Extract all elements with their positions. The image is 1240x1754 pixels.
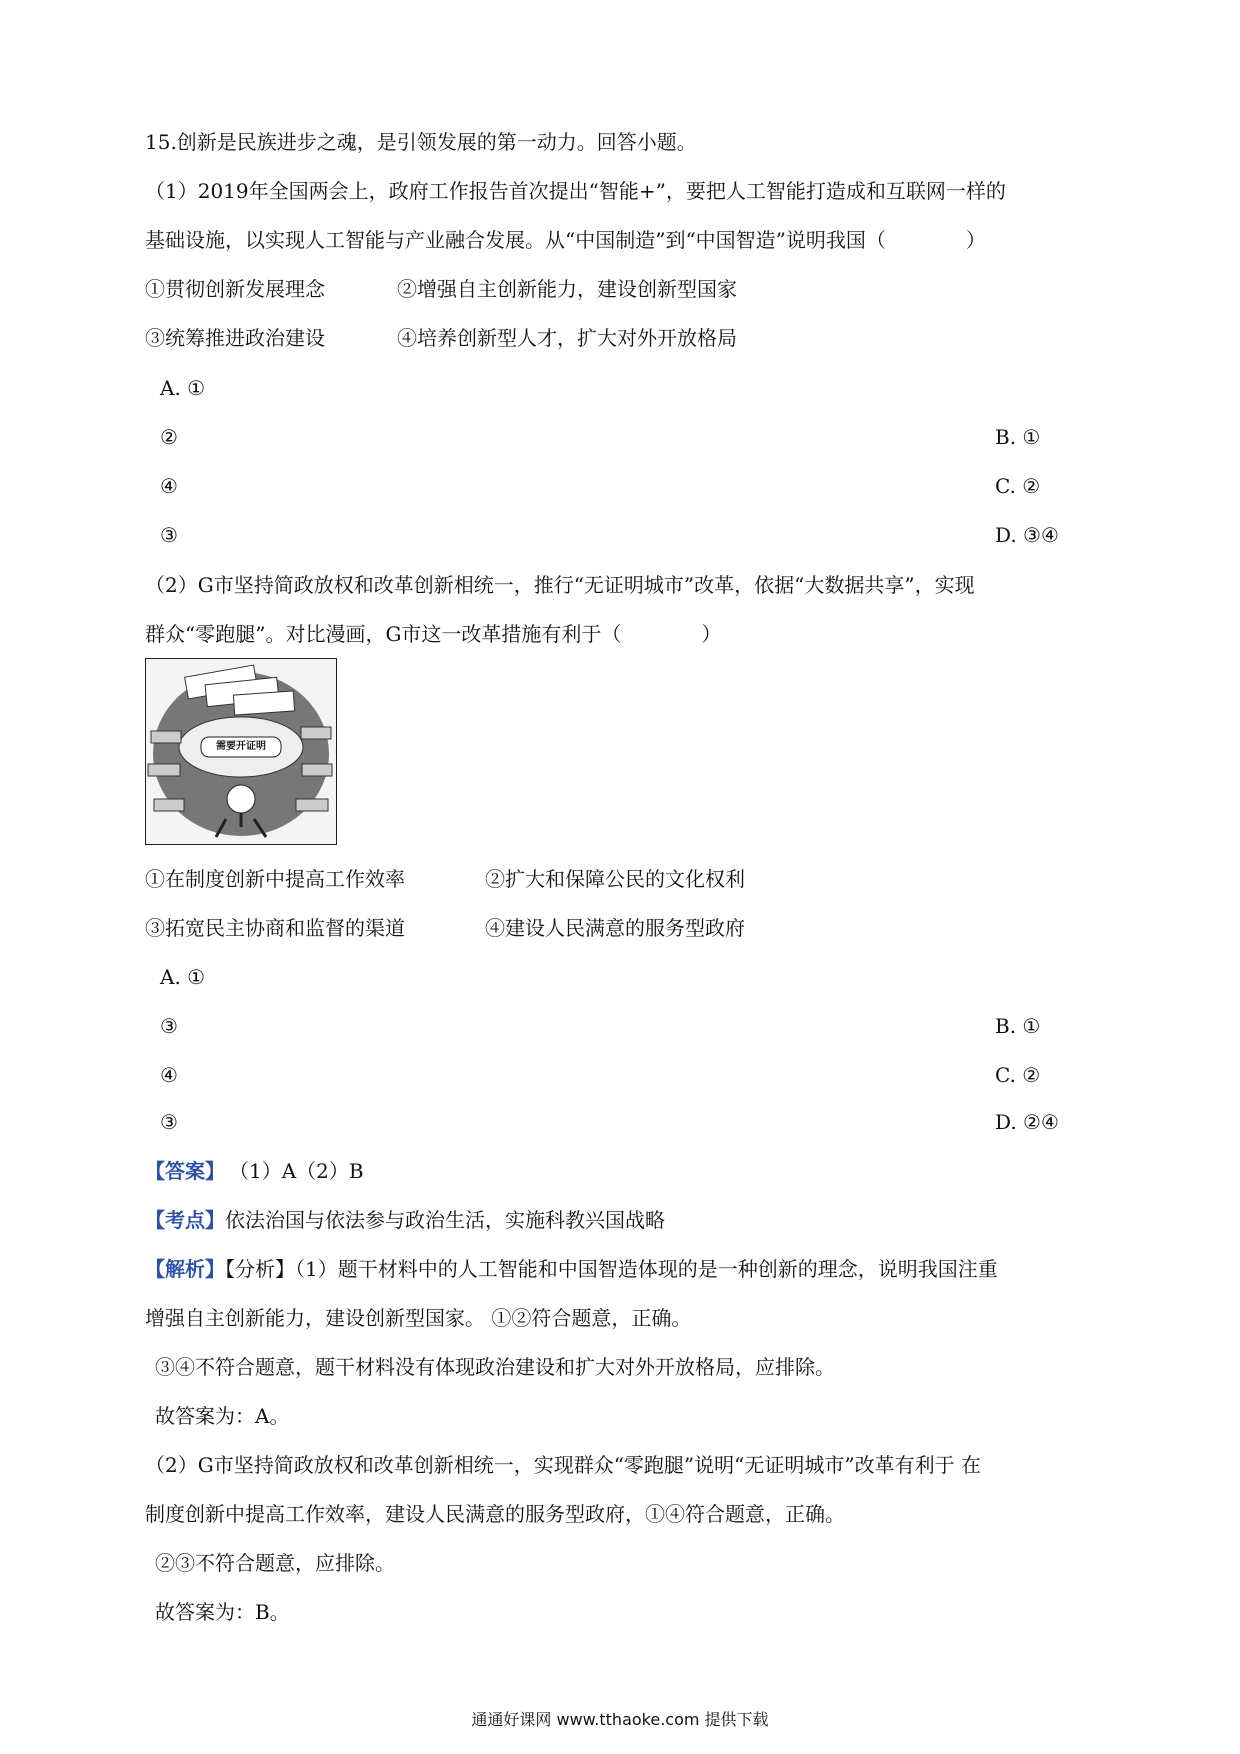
q1-choice-left: A. ① [160, 376, 206, 400]
q1-stem-line1: （1）2019年全国两会上，政府工作报告首次提出“智能+”，要把人工智能打造成和互联网一样的 [145, 179, 1006, 203]
answer-label: 【答案】 [145, 1159, 225, 1183]
q2-option-2: ②扩大和保障公民的文化权利 [485, 867, 745, 891]
q1-option-3: ③统筹推进政治建设 [145, 326, 325, 350]
question-title: 15.创新是民族进步之魂，是引领发展的第一动力。回答小题。 [145, 130, 697, 154]
q1-choice-left: ④ [160, 474, 178, 498]
q2-choice-left: ③ [160, 1110, 178, 1134]
jiexi-line4: 故答案为：A。 [155, 1404, 290, 1428]
q2-stem-line2: 群众“零跑腿”。对比漫画，G市这一改革措施有利于（ ） [145, 622, 722, 646]
q2-choice-left: ③ [160, 1014, 178, 1038]
jiexi-line5: （2）G市坚持简政放权和改革创新相统一，实现群众“零跑腿”说明“无证明城市”改革有利于 在 [145, 1453, 981, 1477]
q1-choice-right: B. ① [995, 425, 1041, 449]
q1-choice-left: ③ [160, 523, 178, 547]
q2-choice-right: C. ② [995, 1063, 1041, 1087]
q1-option-4: ④培养创新型人才，扩大对外开放格局 [397, 326, 737, 350]
answer-line [145, 1157, 364, 1185]
jiexi-line1 [145, 1255, 998, 1283]
jiexi-label: 【解析】 [145, 1257, 225, 1281]
q2-option-3: ③拓宽民主协商和监督的渠道 [145, 916, 405, 940]
q1-option-2: ②增强自主创新能力，建设创新型国家 [397, 277, 737, 301]
q1-stem-line2: 基础设施，以实现人工智能与产业融合发展。从“中国制造”到“中国智造”说明我国（ ） [145, 228, 986, 252]
page-footer: 通通好课网 www.tthaoke.com 提供下载 [471, 1710, 769, 1729]
kaodian-label: 【考点】 [145, 1208, 225, 1232]
q1-option-1: ①贯彻创新发展理念 [145, 277, 325, 301]
q2-choice-left: ④ [160, 1063, 178, 1087]
jiexi-line8: 故答案为：B。 [155, 1600, 290, 1624]
q2-choice-left: A. ① [160, 965, 206, 989]
cartoon-image [145, 658, 337, 845]
jiexi-line2: 增强自主创新能力，建设创新型国家。 ①②符合题意，正确。 [145, 1306, 692, 1330]
jiexi-line7: ②③不符合题意，应排除。 [155, 1551, 395, 1575]
jiexi-text: 【分析】（1）题干材料中的人工智能和中国智造体现的是一种创新的理念，说明我国注重 [225, 1257, 998, 1281]
jiexi-line3: ③④不符合题意，题干材料没有体现政治建设和扩大对外开放格局，应排除。 [155, 1355, 835, 1379]
q1-choice-right: C. ② [995, 474, 1041, 498]
answer-text: （1）A（2）B [239, 1159, 364, 1183]
kaodian-text: 依法治国与依法参与政治生活，实施科教兴国战略 [225, 1208, 665, 1232]
q2-option-1: ①在制度创新中提高工作效率 [145, 867, 405, 891]
q2-choice-right: B. ① [995, 1014, 1041, 1038]
cartoon-caption: 需要开证明 [216, 741, 266, 752]
kaodian-line [145, 1206, 665, 1234]
q2-choice-right: D. ②④ [995, 1110, 1059, 1134]
q2-stem-line1: （2）G市坚持简政放权和改革创新相统一，推行“无证明城市”改革，依据“大数据共享”，实现 [145, 573, 975, 597]
q1-choice-right: D. ③④ [995, 523, 1059, 547]
jiexi-line6: 制度创新中提高工作效率，建设人民满意的服务型政府，①④符合题意，正确。 [145, 1502, 845, 1526]
q1-choice-left: ② [160, 425, 178, 449]
q2-option-4: ④建设人民满意的服务型政府 [485, 916, 745, 940]
